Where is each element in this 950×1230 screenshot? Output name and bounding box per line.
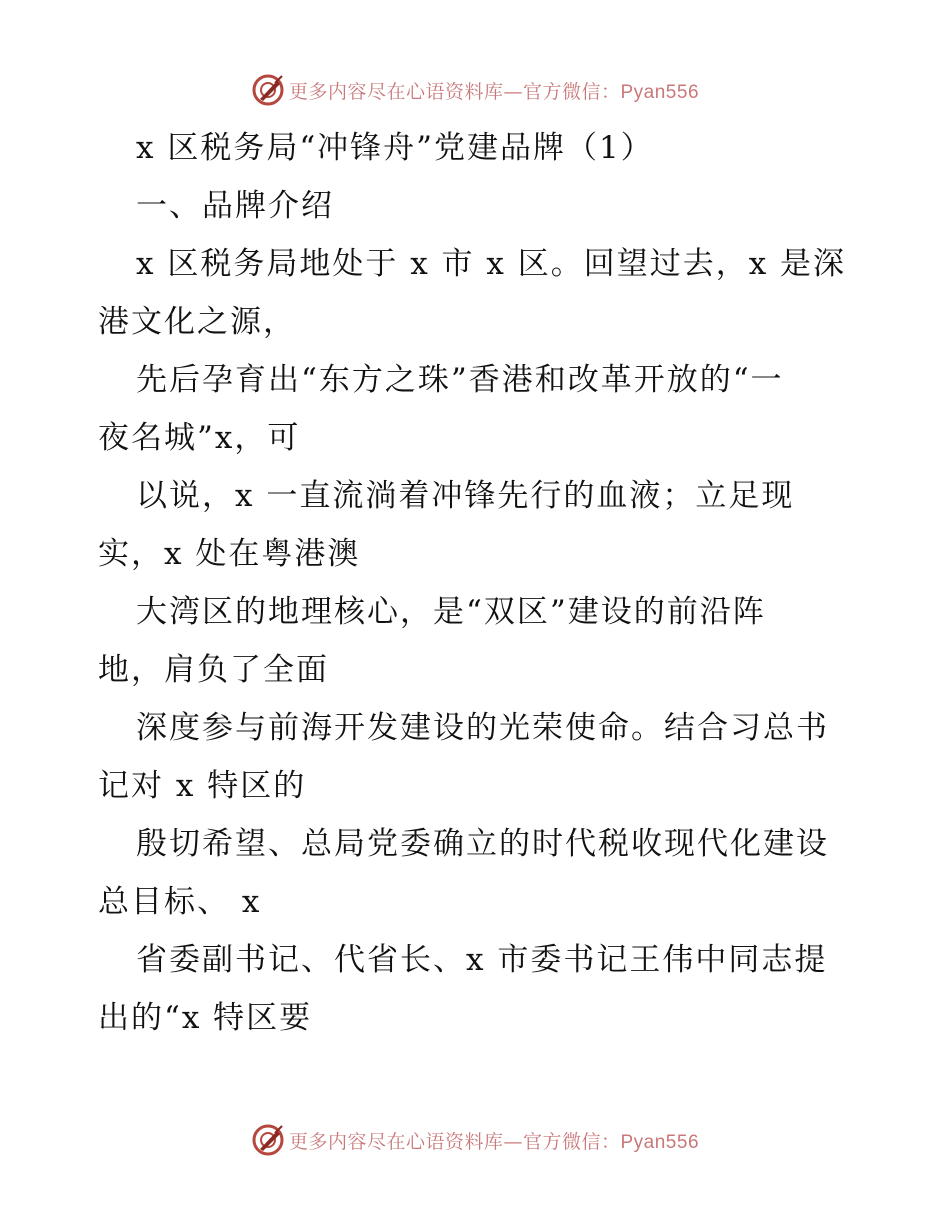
watermark-slogan: 更多内容尽在心语资料库 bbox=[288, 80, 504, 103]
watermark-text bbox=[289, 1127, 699, 1154]
text-line: 深度参与前海开发建设的光荣使命。结合习总书 bbox=[136, 710, 829, 746]
text-line: x 区税务局“冲锋舟”党建品牌（1） bbox=[136, 130, 654, 166]
brand-logo-icon bbox=[251, 1123, 285, 1157]
watermark-separator: — bbox=[503, 80, 523, 103]
text-line: 出的“x 特区要 bbox=[98, 1000, 313, 1036]
text-line: 省委副书记、代省长、x 市委书记王伟中同志提 bbox=[136, 942, 828, 978]
text-line: 实，x 处在粤港澳 bbox=[98, 536, 361, 572]
text-line: 港文化之源， bbox=[98, 304, 296, 340]
text-line: 大湾区的地理核心，是“双区”建设的前沿阵 bbox=[136, 594, 766, 630]
text-line: 夜名城”x，可 bbox=[98, 420, 301, 456]
text-line: x 区税务局地处于 x 市 x 区。回望过去，x 是深 bbox=[136, 246, 847, 282]
text-line: 地，肩负了全面 bbox=[98, 652, 329, 688]
text-line: 一、品牌介绍 bbox=[136, 188, 334, 224]
watermark-wechat-id: Pyan556 bbox=[620, 1131, 700, 1153]
watermark-contact-label: 官方微信： bbox=[522, 1130, 621, 1153]
text-line: 殷切希望、总局党委确立的时代税收现代化建设 bbox=[136, 826, 829, 862]
watermark-separator: — bbox=[503, 1130, 523, 1153]
text-line: 记对 x 特区的 bbox=[98, 768, 307, 804]
brand-logo-icon bbox=[251, 73, 285, 107]
text-line: 先后孕育出“东方之珠”香港和改革开放的“一 bbox=[136, 362, 784, 398]
watermark-contact-label: 官方微信： bbox=[522, 80, 621, 103]
watermark-banner-top bbox=[0, 70, 950, 110]
text-line: 以说，x 一直流淌着冲锋先行的血液；立足现 bbox=[136, 478, 795, 514]
watermark-slogan: 更多内容尽在心语资料库 bbox=[288, 1130, 504, 1153]
watermark-banner-bottom bbox=[0, 1120, 950, 1160]
watermark-text bbox=[289, 77, 699, 104]
text-line: 总目标、 x bbox=[98, 884, 262, 920]
watermark-wechat-id: Pyan556 bbox=[620, 81, 700, 103]
document-body bbox=[98, 119, 858, 1047]
